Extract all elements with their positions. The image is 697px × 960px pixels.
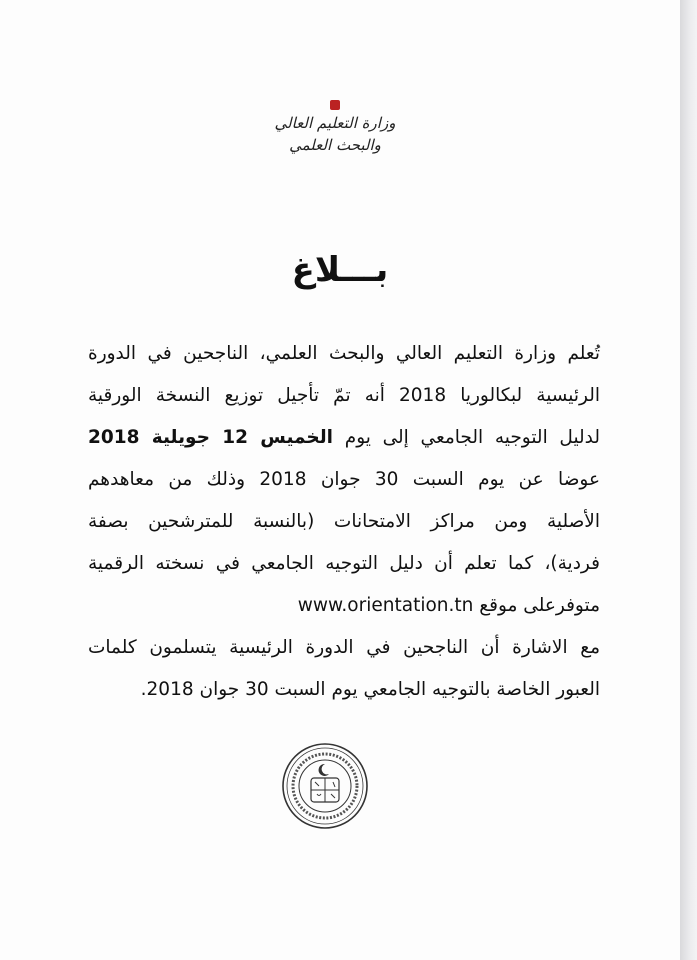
highlighted-date: الخميس 12 جويلية 2018 bbox=[88, 427, 334, 448]
official-seal-stamp bbox=[281, 742, 369, 830]
body-line: تُعلم وزارة التعليم العالي والبحث العلمي، الناجحين في الدورة bbox=[88, 343, 600, 364]
tunisia-flag-icon bbox=[330, 100, 340, 110]
page-edge-background bbox=[680, 0, 697, 960]
body-line-website bbox=[88, 585, 600, 627]
body-line-date bbox=[88, 417, 600, 459]
ministry-name-line2: والبحث العلمي bbox=[289, 136, 381, 154]
body-line-text: لدليل التوجيه الجامعي إلى يوم bbox=[344, 427, 601, 448]
body-line: الرئيسية لبكالوريا 2018 أنه تمّ تأجيل توزيع النسخة الورقية bbox=[88, 385, 600, 406]
body-line: مع الاشارة أن الناجحين في الدورة الرئيسية يتسلمون كلمات bbox=[88, 637, 600, 658]
ministry-name-line1: وزارة التعليم العالي bbox=[274, 114, 396, 132]
body-line: الأصلية ومن مراكز الامتحانات (بالنسبة للمترشحين بصفة bbox=[88, 511, 600, 532]
body-line: عوضا عن يوم السبت 30 جوان 2018 وذلك من معاهدهم bbox=[88, 469, 600, 490]
website-link[interactable]: www.orientation.tn bbox=[297, 595, 474, 616]
ministry-header bbox=[270, 100, 400, 156]
body-line: فردية)، كما تعلم أن دليل التوجيه الجامعي في نسخته الرقمية bbox=[88, 553, 600, 574]
body-line-text: متوفرعلى موقع bbox=[479, 595, 600, 616]
announcement-body bbox=[88, 333, 600, 711]
announcement-title: بـــلاغ bbox=[291, 250, 389, 290]
body-line: العبور الخاصة بالتوجيه الجامعي يوم السبت 30 جوان 2018. bbox=[140, 679, 600, 700]
